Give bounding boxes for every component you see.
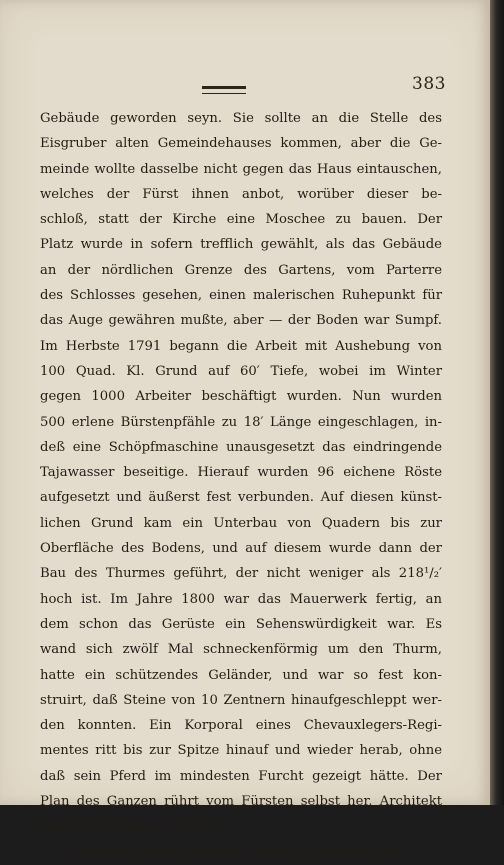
text-line: Platz wurde in sofern trefflich gewählt, als das Gebäude	[40, 237, 442, 253]
text-line: hatte ein schützendes Geländer, und war so fest kon-	[40, 667, 442, 683]
text-line: gegen 1000 Arbeiter beschäftigt wurden. Nun wurden	[40, 389, 442, 405]
text-line: Plan des Ganzen rührt vom Fürsten selbst her, Architekt	[40, 794, 442, 810]
text-line: lichen Grund kam ein Unterbau von Quadern bis zur	[40, 515, 442, 531]
text-line: daß sein Pferd im mindesten Furcht gezeigt hätte. Der	[40, 768, 442, 784]
text-line: Oberfläche des Bodens, und auf diesem wurde dann der	[40, 541, 442, 557]
text-line: Gebäude geworden seyn. Sie sollte an die Stelle des	[40, 111, 442, 126]
text-line: Bau des Thurmes geführt, der nicht weniger als 218¹/₂′	[40, 566, 442, 582]
text-line: Tajawasser beseitige. Hierauf wurden 96 eichene Röste	[40, 465, 442, 481]
header-ornament-rule	[202, 86, 246, 94]
text-line: dem schon das Gerüste ein Sehenswürdigkeit war. Es	[40, 616, 442, 632]
text-line: schloß, statt der Kirche eine Moschee zu bauen. Der	[40, 212, 442, 228]
text-line: Eisgruber alten Gemeindehauses kommen, aber die Ge-	[40, 136, 442, 152]
body-text	[40, 106, 442, 865]
page-number: 383	[412, 74, 446, 94]
paragraph-start-line: Auf einer etwas erhöhten Terrasse erhebt sich ein	[70, 844, 406, 860]
page-header	[0, 74, 490, 104]
text-line: den konnten. Ein Korporal eines Chevauxlegers-Regi-	[40, 718, 442, 734]
text-line: Im Herbste 1791 begann die Arbeit mit Aushebung von	[40, 338, 442, 354]
text-line: 500 erlene Bürstenpfähle zu 18′ Länge eingeschlagen, in-	[40, 414, 442, 430]
text-line: hoch ist. Im Jahre 1800 war das Mauerwerk fertig, an	[40, 591, 442, 607]
text-line: an der nördlichen Grenze des Gartens, vom Parterre	[40, 262, 442, 278]
text-line: deß eine Schöpfmaschine unausgesetzt das eindringende	[40, 439, 442, 455]
text-line: welches der Fürst ihnen anbot, worüber dieser be-	[40, 186, 442, 202]
text-line: struirt, daß Steine von 10 Zentnern hinaufgeschleppt wer-	[40, 692, 442, 708]
text-line: meinde wollte dasselbe nicht gegen das Haus eintauschen,	[40, 161, 442, 177]
text-line: 100 Quad. Kl. Grund auf 60′ Tiefe, wobei im Winter	[40, 363, 442, 379]
text-line: mentes ritt bis zur Spitze hinauf und wieder herab, ohne	[40, 743, 442, 759]
text-line: das Auge gewähren mußte, aber — der Boden war Sumpf.	[40, 313, 442, 329]
paragraph-end-line: Hardtmuth führte ihn aus.	[40, 819, 217, 835]
text-line: wand sich zwölf Mal schneckenförmig um den Thurm,	[40, 642, 442, 658]
text-line: des Schlosses gesehen, einen malerischen Ruhepunkt für	[40, 288, 442, 304]
page-edge-shadow	[490, 0, 504, 805]
text-line: aufgesetzt und äußerst fest verbunden. Auf diesen künst-	[40, 490, 442, 506]
